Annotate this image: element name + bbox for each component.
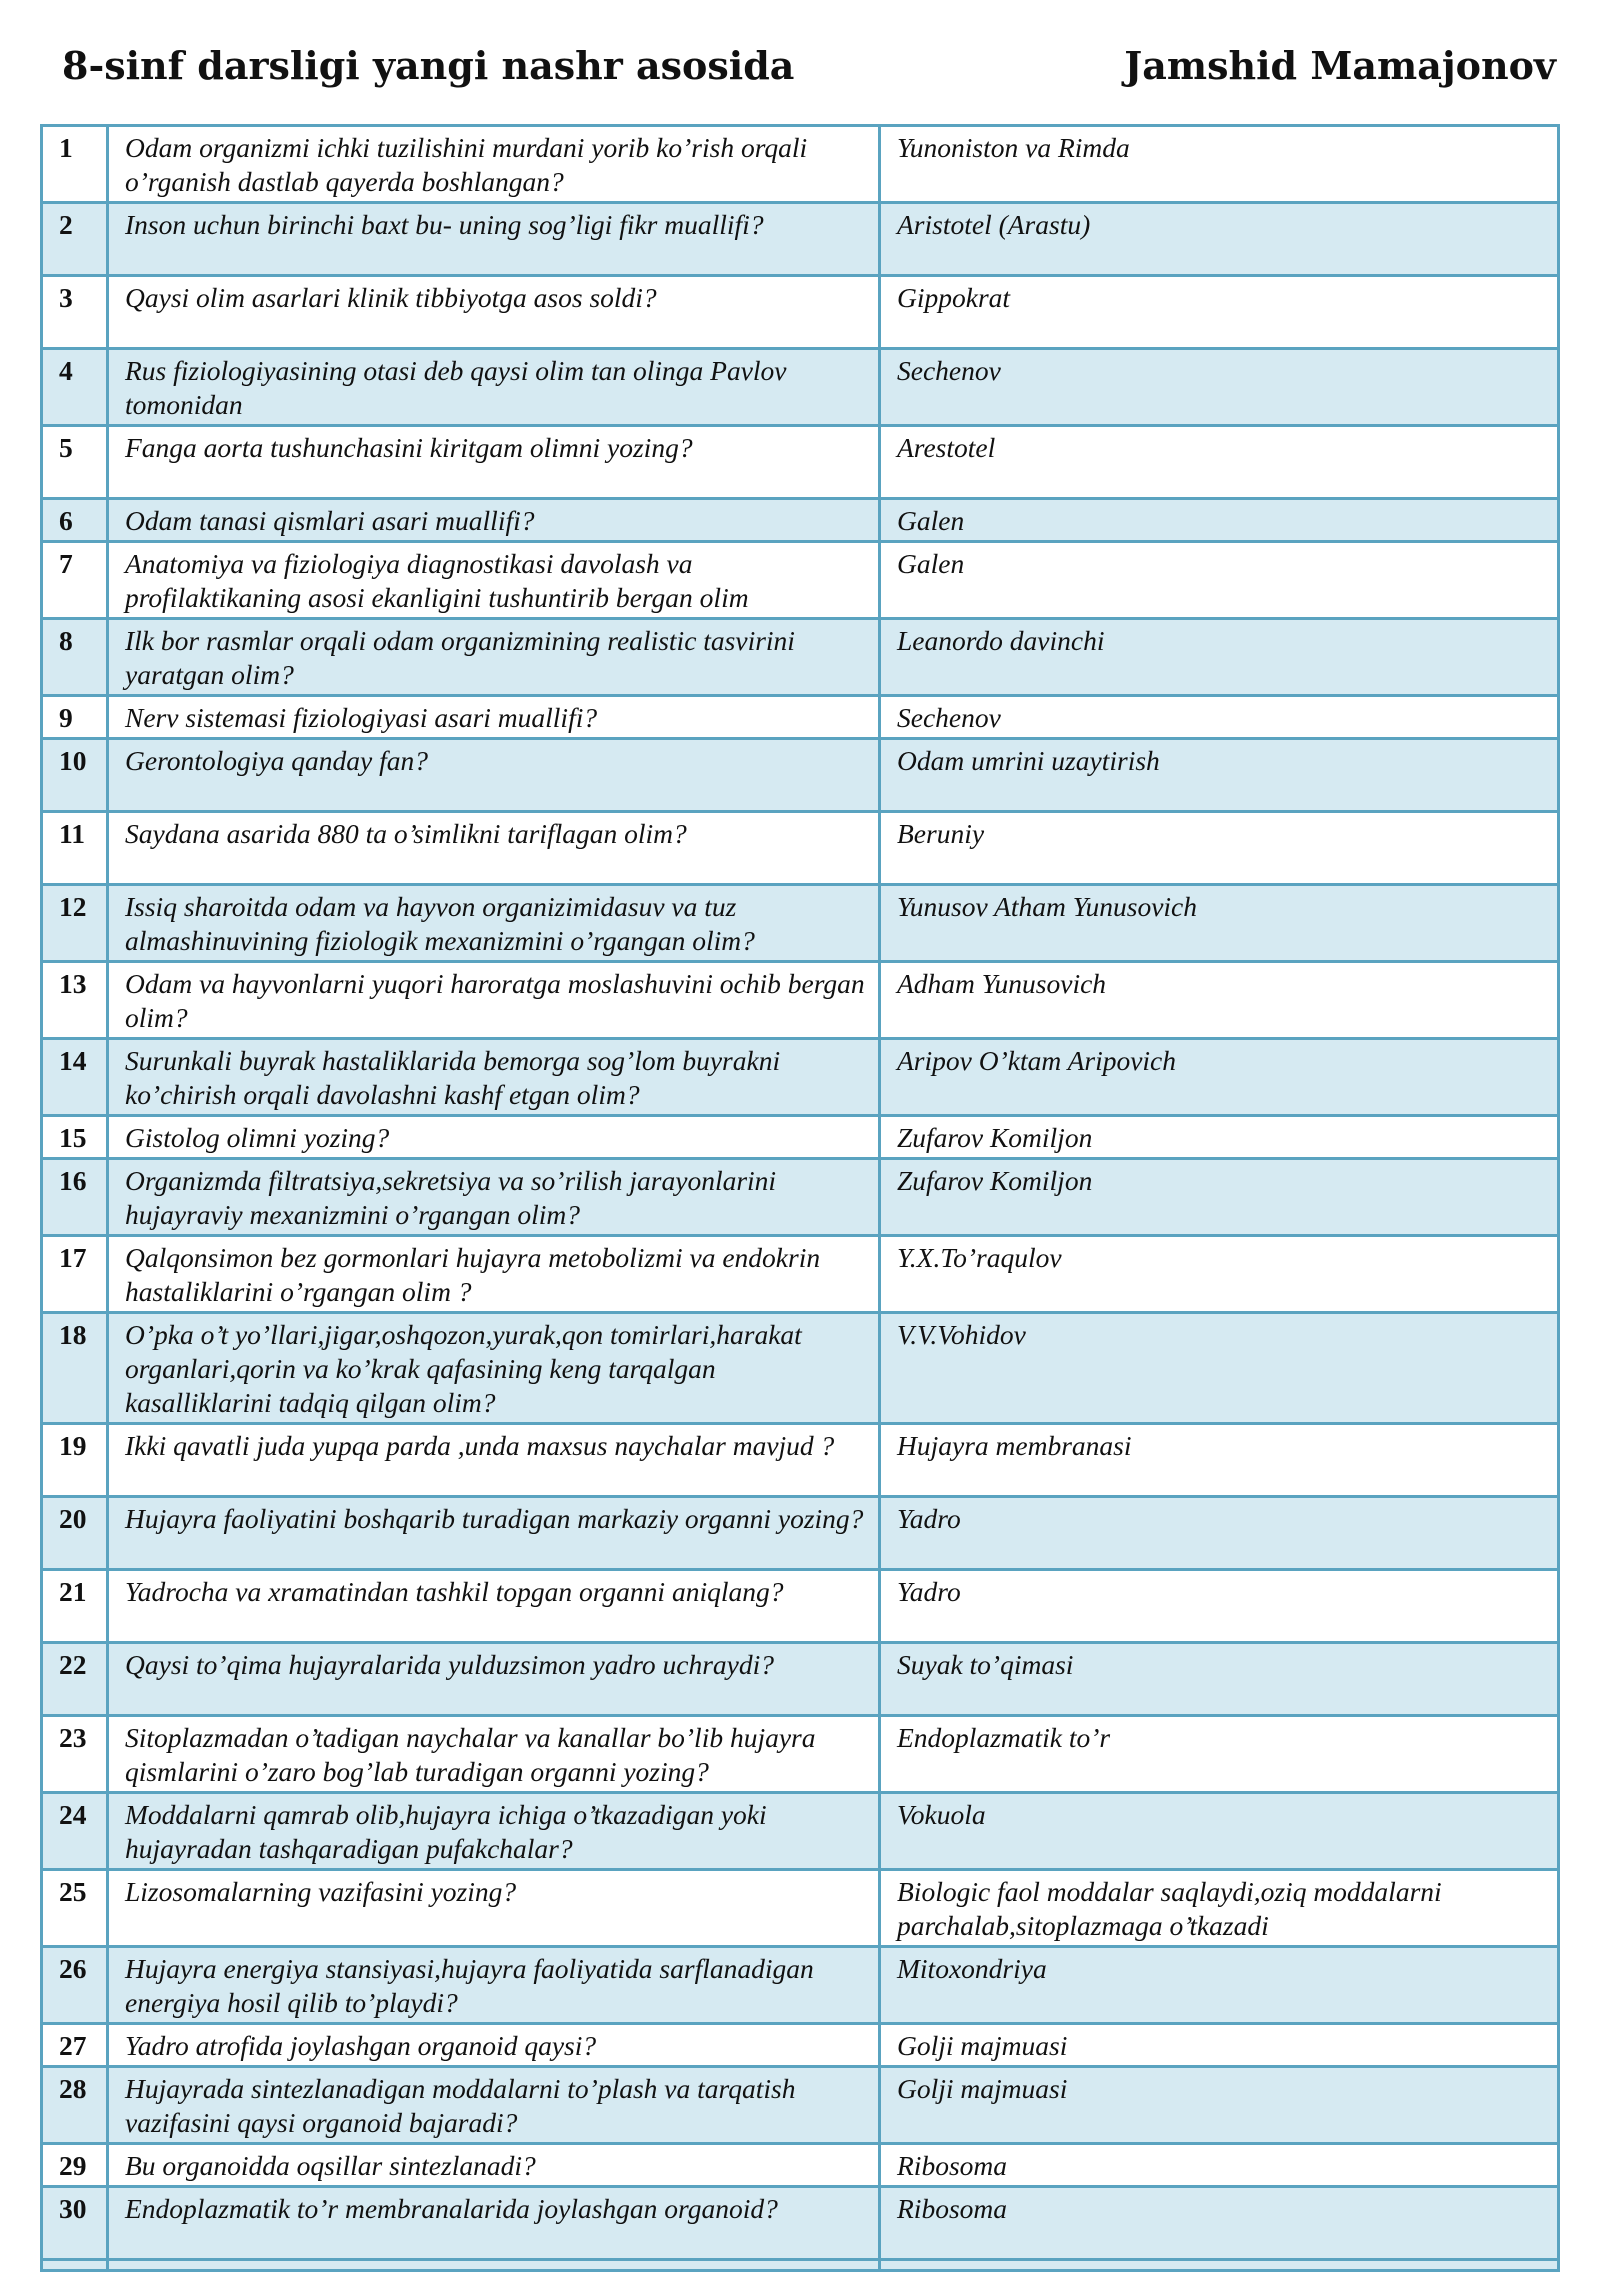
row-number: 13 xyxy=(42,962,108,1039)
row-number: 8 xyxy=(42,619,108,696)
question-cell: Endoplazmatik to’r membranalarida joylashgan organoid? xyxy=(108,2187,880,2260)
question-cell: Nerv sistemasi fiziologiyasi asari muallifi? xyxy=(108,696,880,739)
answer-cell: Galen xyxy=(880,499,1559,542)
table-row xyxy=(42,1570,1559,1643)
row-number: 18 xyxy=(42,1313,108,1424)
empty-cell xyxy=(108,2260,880,2271)
question-cell: Fanga aorta tushunchasini kiritgam olimni yozing? xyxy=(108,426,880,499)
answer-cell: Hujayra membranasi xyxy=(880,1424,1559,1497)
answer-cell: Yunoniston va Rimda xyxy=(880,126,1559,203)
empty-cell xyxy=(42,2260,108,2271)
table-row xyxy=(42,1116,1559,1159)
table-row xyxy=(42,126,1559,203)
question-cell: Sitoplazmadan o’tadigan naychalar va kanallar bo’lib hujayra qismlarini o’zaro bog’lab turadigan organni yozing? xyxy=(108,1716,880,1793)
answer-cell: Golji majmuasi xyxy=(880,2024,1559,2067)
question-cell: Organizmda filtratsiya,sekretsiya va so’rilish jarayonlarini hujayraviy mexanizmini o’rgangan olim? xyxy=(108,1159,880,1236)
row-number: 9 xyxy=(42,696,108,739)
question-cell: Moddalarni qamrab olib,hujayra ichiga o’tkazadigan yoki hujayradan tashqaradigan pufakchalar? xyxy=(108,1793,880,1870)
answer-cell: Y.X.To’raqulov xyxy=(880,1236,1559,1313)
row-number: 14 xyxy=(42,1039,108,1116)
question-cell: Saydana asarida 880 ta o’simlikni tariflagan olim? xyxy=(108,812,880,885)
table-row xyxy=(42,619,1559,696)
row-number: 20 xyxy=(42,1497,108,1570)
row-number: 10 xyxy=(42,739,108,812)
row-number: 15 xyxy=(42,1116,108,1159)
question-cell: Issiq sharoitda odam va hayvon organizimidasuv va tuz almashinuvining fiziologik mexanizmini o’rgangan olim? xyxy=(108,885,880,962)
answer-cell: Galen xyxy=(880,542,1559,619)
question-cell: O’pka o’t yo’llari,jigar,oshqozon,yurak,qon tomirlari,harakat organlari,qorin va ko’krak qafasining keng tarqalgan kasalliklarini tadqiq qilgan olim? xyxy=(108,1313,880,1424)
answer-cell: Adham Yunusovich xyxy=(880,962,1559,1039)
row-number: 3 xyxy=(42,276,108,349)
table-row xyxy=(42,542,1559,619)
answer-cell: Sechenov xyxy=(880,696,1559,739)
answer-cell: Ribosoma xyxy=(880,2187,1559,2260)
table-tail-row xyxy=(42,2260,1559,2271)
question-cell: Yadro atrofida joylashgan organoid qaysi? xyxy=(108,2024,880,2067)
answer-cell: Mitoxondriya xyxy=(880,1947,1559,2024)
answer-cell: Ribosoma xyxy=(880,2144,1559,2187)
question-cell: Hujayrada sintezlanadigan moddalarni to’plash va tarqatish vazifasini qaysi organoid bajaradi? xyxy=(108,2067,880,2144)
table-row xyxy=(42,2187,1559,2260)
question-cell: Inson uchun birinchi baxt bu- uning sog’ligi fikr muallifi? xyxy=(108,203,880,276)
answer-cell: Aripov O’ktam Aripovich xyxy=(880,1039,1559,1116)
answer-cell: Beruniy xyxy=(880,812,1559,885)
question-cell: Odam organizmi ichki tuzilishini murdani yorib ko’rish orqali o’rganish dastlab qayerda boshlangan? xyxy=(108,126,880,203)
row-number: 23 xyxy=(42,1716,108,1793)
question-cell: Bu organoidda oqsillar sintezlanadi? xyxy=(108,2144,880,2187)
row-number: 1 xyxy=(42,126,108,203)
answer-cell: Leanordo davinchi xyxy=(880,619,1559,696)
answer-cell: V.V.Vohidov xyxy=(880,1313,1559,1424)
answer-cell: Arestotel xyxy=(880,426,1559,499)
question-cell: Yadrocha va xramatindan tashkil topgan organni aniqlang? xyxy=(108,1570,880,1643)
row-number: 21 xyxy=(42,1570,108,1643)
row-number: 24 xyxy=(42,1793,108,1870)
answer-cell: Biologic faol moddalar saqlaydi,oziq moddalarni parchalab,sitoplazmaga o’tkazadi xyxy=(880,1870,1559,1947)
answer-cell: Gippokrat xyxy=(880,276,1559,349)
answer-cell: Odam umrini uzaytirish xyxy=(880,739,1559,812)
row-number: 25 xyxy=(42,1870,108,1947)
answer-cell: Zufarov Komiljon xyxy=(880,1159,1559,1236)
qa-table xyxy=(40,124,1560,2272)
question-cell: Ikki qavatli juda yupqa parda ,unda maxsus naychalar mavjud ? xyxy=(108,1424,880,1497)
question-cell: Odam tanasi qismlari asari muallifi? xyxy=(108,499,880,542)
question-cell: Qalqonsimon bez gormonlari hujayra metobolizmi va endokrin hastaliklarini o’rgangan olim ? xyxy=(108,1236,880,1313)
row-number: 27 xyxy=(42,2024,108,2067)
row-number: 19 xyxy=(42,1424,108,1497)
question-cell: Ilk bor rasmlar orqali odam organizmining realistic tasvirini yaratgan olim? xyxy=(108,619,880,696)
question-cell: Lizosomalarning vazifasini yozing? xyxy=(108,1870,880,1947)
table-row xyxy=(42,812,1559,885)
row-number: 28 xyxy=(42,2067,108,2144)
row-number: 12 xyxy=(42,885,108,962)
table-row xyxy=(42,1870,1559,1947)
row-number: 2 xyxy=(42,203,108,276)
table-row xyxy=(42,885,1559,962)
table-row xyxy=(42,696,1559,739)
answer-cell: Yunusov Atham Yunusovich xyxy=(880,885,1559,962)
row-number: 16 xyxy=(42,1159,108,1236)
table-row xyxy=(42,739,1559,812)
page-header xyxy=(62,38,1556,92)
table-row xyxy=(42,276,1559,349)
answer-cell: Suyak to’qimasi xyxy=(880,1643,1559,1716)
row-number: 22 xyxy=(42,1643,108,1716)
row-number: 5 xyxy=(42,426,108,499)
header-title: 8-sinf darsligi yangi nashr asosida xyxy=(62,42,795,88)
table-row xyxy=(42,1497,1559,1570)
row-number: 4 xyxy=(42,349,108,426)
table-row xyxy=(42,962,1559,1039)
table-row xyxy=(42,1947,1559,2024)
row-number: 30 xyxy=(42,2187,108,2260)
table-row xyxy=(42,1039,1559,1116)
answer-cell: Endoplazmatik to’r xyxy=(880,1716,1559,1793)
answer-cell: Vokuola xyxy=(880,1793,1559,1870)
row-number: 17 xyxy=(42,1236,108,1313)
qa-table-body xyxy=(42,126,1559,2271)
table-row xyxy=(42,499,1559,542)
table-row xyxy=(42,1793,1559,1870)
row-number: 29 xyxy=(42,2144,108,2187)
table-row xyxy=(42,203,1559,276)
question-cell: Qaysi to’qima hujayralarida yulduzsimon yadro uchraydi? xyxy=(108,1643,880,1716)
table-row xyxy=(42,2024,1559,2067)
table-row xyxy=(42,349,1559,426)
answer-cell: Yadro xyxy=(880,1570,1559,1643)
question-cell: Gerontologiya qanday fan? xyxy=(108,739,880,812)
table-row xyxy=(42,2144,1559,2187)
row-number: 6 xyxy=(42,499,108,542)
row-number: 7 xyxy=(42,542,108,619)
answer-cell: Zufarov Komiljon xyxy=(880,1116,1559,1159)
question-cell: Gistolog olimni yozing? xyxy=(108,1116,880,1159)
row-number: 26 xyxy=(42,1947,108,2024)
row-number: 11 xyxy=(42,812,108,885)
table-row xyxy=(42,1643,1559,1716)
table-row xyxy=(42,1159,1559,1236)
table-row xyxy=(42,1424,1559,1497)
question-cell: Odam va hayvonlarni yuqori haroratga moslashuvini ochib bergan olim? xyxy=(108,962,880,1039)
question-cell: Rus fiziologiyasining otasi deb qaysi olim tan olinga Pavlov tomonidan xyxy=(108,349,880,426)
header-author: Jamshid Mamajonov xyxy=(1124,42,1556,88)
table-row xyxy=(42,426,1559,499)
answer-cell: Aristotel (Arastu) xyxy=(880,203,1559,276)
table-row xyxy=(42,1716,1559,1793)
question-cell: Hujayra faoliyatini boshqarib turadigan markaziy organni yozing? xyxy=(108,1497,880,1570)
question-cell: Surunkali buyrak hastaliklarida bemorga sog’lom buyrakni ko’chirish orqali davolashni kashf etgan olim? xyxy=(108,1039,880,1116)
empty-cell xyxy=(880,2260,1559,2271)
answer-cell: Sechenov xyxy=(880,349,1559,426)
question-cell: Anatomiya va fiziologiya diagnostikasi davolash va profilaktikaning asosi ekanligini tushuntirib bergan olim xyxy=(108,542,880,619)
question-cell: Qaysi olim asarlari klinik tibbiyotga asos soldi? xyxy=(108,276,880,349)
answer-cell: Golji majmuasi xyxy=(880,2067,1559,2144)
table-row xyxy=(42,1236,1559,1313)
answer-cell: Yadro xyxy=(880,1497,1559,1570)
table-row xyxy=(42,1313,1559,1424)
question-cell: Hujayra energiya stansiyasi,hujayra faoliyatida sarflanadigan energiya hosil qilib to’playdi? xyxy=(108,1947,880,2024)
table-row xyxy=(42,2067,1559,2144)
